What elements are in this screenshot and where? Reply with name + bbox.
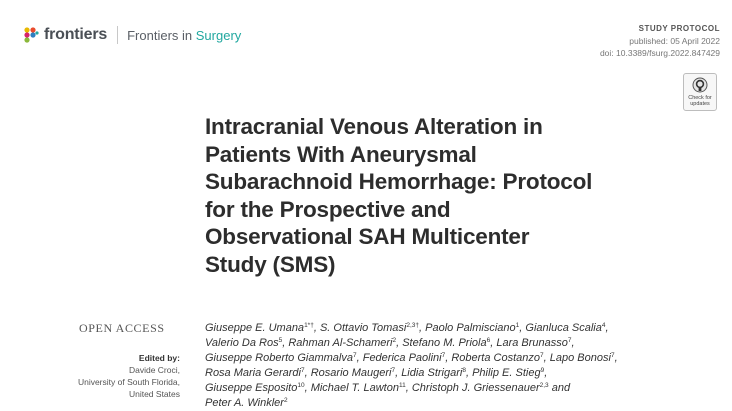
author-affiliation-ref: 7: [567, 337, 572, 344]
edited-by-label: Edited by:: [138, 353, 180, 363]
check-for-updates-icon: [692, 77, 708, 93]
author-separator: ,: [445, 352, 452, 364]
author-affiliation-ref: 7: [300, 367, 305, 374]
journal-header: [0, 0, 732, 70]
author-name[interactable]: Christoph J. Griessenauer: [411, 382, 540, 394]
author-affiliation-ref: 7: [441, 352, 446, 359]
author-affiliation-ref: 7: [352, 352, 357, 359]
journal-name: [127, 28, 241, 43]
journal-name-prefix: Frontiers in: [127, 27, 196, 43]
author-separator: ,: [614, 352, 618, 364]
author-affiliation-ref: 7: [391, 367, 396, 374]
author-affiliation-ref: 2,3†: [406, 322, 420, 329]
author-affiliation-ref: 7: [540, 352, 544, 359]
author-separator: ,: [465, 367, 473, 379]
author-name[interactable]: Giuseppe E. Umana: [205, 322, 305, 334]
author-name[interactable]: Lapo Bonosi: [549, 352, 611, 364]
journal-name-accent: Surgery: [195, 27, 242, 43]
author-list: [205, 321, 715, 411]
author-separator: ,: [396, 337, 403, 349]
author-name[interactable]: Lidia Strigari: [401, 367, 463, 379]
article-meta: [600, 23, 720, 59]
check-for-updates-line2: updates: [690, 101, 710, 107]
author-separator: ,: [304, 382, 311, 394]
author-name[interactable]: Giuseppe Esposito: [205, 382, 298, 394]
article-type: STUDY PROTOCOL: [638, 24, 720, 33]
brand-name: frontiers: [44, 26, 108, 43]
doi-link[interactable]: doi: 10.3389/fsurg.2022.847429: [599, 48, 720, 58]
author-name[interactable]: Roberta Costanzo: [451, 352, 541, 364]
author-separator: ,: [544, 367, 548, 379]
author-affiliation-ref: 10: [297, 382, 305, 389]
author-name[interactable]: Lara Brunasso: [496, 337, 568, 349]
author-name[interactable]: Giuseppe Roberto Giammalva: [205, 352, 353, 364]
author-separator: ,: [395, 367, 402, 379]
author-separator: ,: [519, 322, 526, 334]
author-separator: ,: [304, 367, 311, 379]
frontiers-logo-icon: [22, 26, 40, 44]
header-divider: [117, 26, 118, 44]
author-separator: ,: [405, 382, 412, 394]
author-affiliation-ref: 2,3: [539, 382, 549, 389]
author-separator: ,: [282, 337, 289, 349]
check-for-updates-label: [688, 95, 712, 107]
author-separator: ,: [313, 322, 320, 334]
author-name[interactable]: Valerio Da Ros: [205, 337, 279, 349]
author-separator: ,: [356, 352, 363, 364]
author-separator: ,: [543, 352, 550, 364]
author-affiliation-ref: 6: [486, 337, 491, 344]
published-date: published: 05 April 2022: [629, 36, 720, 46]
editor-info: [78, 352, 180, 400]
author-affiliation-ref: 9: [540, 367, 545, 374]
author-name[interactable]: S. Ottavio Tomasi: [319, 322, 407, 334]
author-affiliation-ref: 2: [392, 337, 397, 344]
author-name[interactable]: Gianluca Scalia: [525, 322, 602, 334]
author-name[interactable]: Paolo Palmisciano: [425, 322, 516, 334]
author-name[interactable]: Philip E. Stieg: [472, 367, 541, 379]
author-affiliation-ref: 1*†: [304, 322, 314, 329]
author-affiliation-ref: 11: [398, 382, 406, 389]
editor-affiliation: University of South Florida,: [77, 377, 180, 387]
author-separator: ,: [571, 337, 575, 349]
open-access-label: OPEN ACCESS: [79, 321, 165, 335]
editor-name[interactable]: Davide Croci,: [128, 365, 180, 375]
author-affiliation-ref: 8: [462, 367, 466, 374]
author-affiliation-ref: 1: [515, 322, 520, 329]
editor-country: United States: [128, 389, 180, 399]
author-name[interactable]: Stefano M. Priola: [402, 337, 487, 349]
author-name[interactable]: Peter A. Winkler: [205, 397, 284, 409]
author-separator: and: [548, 382, 571, 394]
author-name[interactable]: Michael T. Lawton: [310, 382, 399, 394]
article-title: Intracranial Venous Alteration in Patients With Aneurysmal Subarachnoid Hemorrhage: Protocol for the Prospective and Observational SAH Multicenter Study (SMS): [205, 114, 593, 277]
author-affiliation-ref: 5: [278, 337, 283, 344]
author-name[interactable]: Rosario Maugeri: [310, 367, 392, 379]
check-for-updates-line1: Check for: [688, 95, 712, 101]
frontiers-logo[interactable]: [22, 26, 241, 44]
author-affiliation-ref: 4: [601, 322, 606, 329]
author-affiliation-ref: 7: [610, 352, 615, 359]
author-separator: ,: [490, 337, 497, 349]
author-name[interactable]: Federica Paolini: [362, 352, 442, 364]
author-separator: ,: [419, 322, 426, 334]
author-affiliation-ref: 2: [283, 397, 288, 404]
check-for-updates-badge[interactable]: [683, 73, 717, 111]
author-separator: ,: [605, 322, 609, 334]
author-name[interactable]: Rahman Al-Schameri: [288, 337, 393, 349]
author-name[interactable]: Rosa Maria Gerardi: [205, 367, 301, 379]
